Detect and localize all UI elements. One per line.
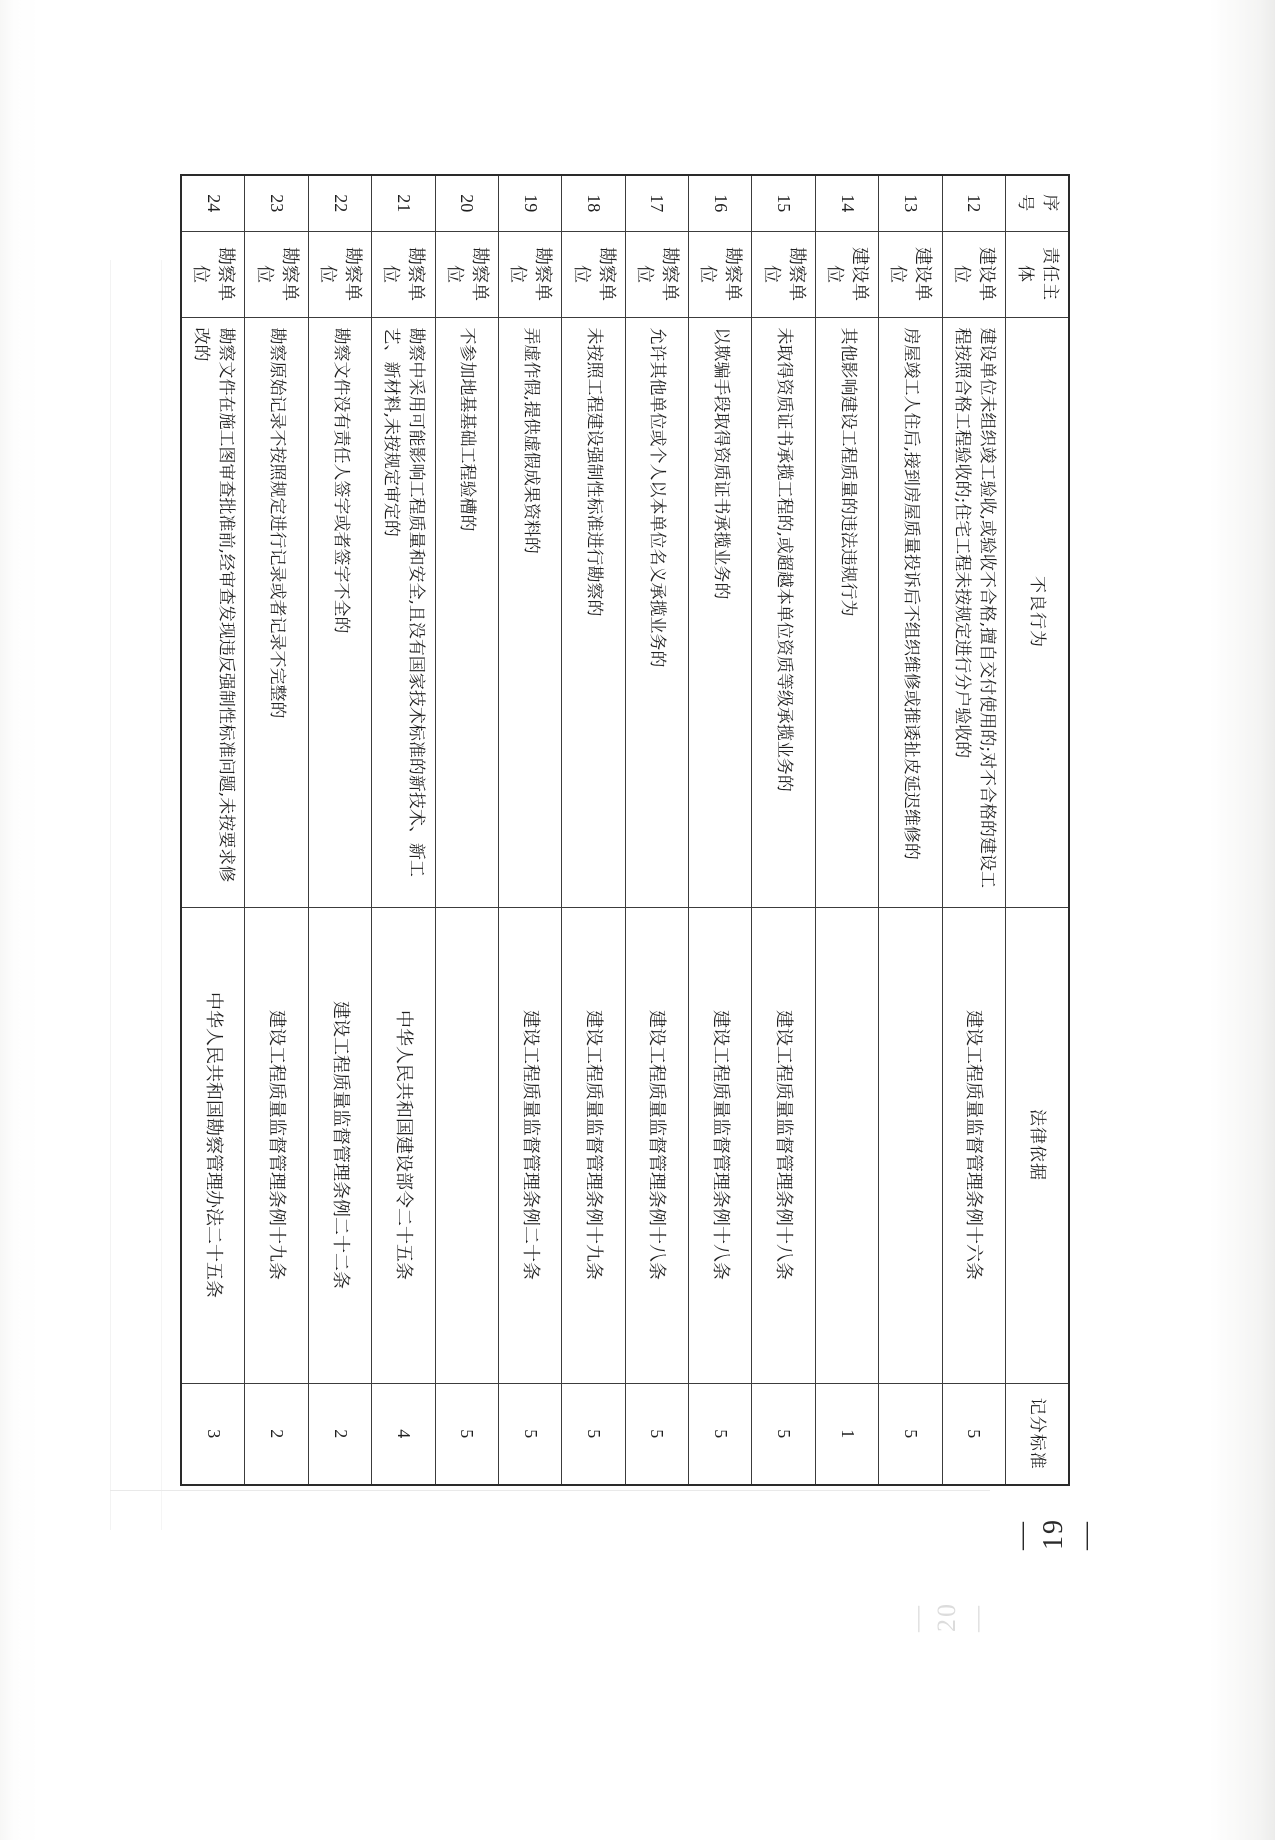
row-behavior: 勘察原始记录不按照规定进行记录或者记录不完整的: [245, 317, 308, 907]
table-row: [562, 175, 625, 1485]
show-through-margin: [110, 260, 162, 1530]
row-no: 21: [372, 175, 435, 231]
row-subject: 勘察单位: [181, 231, 245, 317]
row-no: 24: [181, 175, 245, 231]
row-basis: 中华人民共和国勘察管理办法二十五条: [181, 907, 245, 1383]
show-through-page-number: — 20 —: [902, 1602, 991, 1632]
rotated-table-sheet: [180, 174, 1070, 1484]
row-basis: 建设工程质量监督管理条例十九条: [245, 907, 308, 1383]
row-subject: 建设单位: [879, 231, 942, 317]
row-score: 5: [689, 1383, 752, 1485]
row-score: 5: [499, 1383, 562, 1485]
row-basis: 建设工程质量监督管理条例二十条: [499, 907, 562, 1383]
row-score: 5: [942, 1383, 1005, 1485]
table-row: [245, 175, 308, 1485]
row-score: 1: [815, 1383, 878, 1485]
row-no: 20: [435, 175, 498, 231]
table-row: [372, 175, 435, 1485]
row-subject: 勘察单位: [435, 231, 498, 317]
row-score: 2: [308, 1383, 371, 1485]
header-no: 序号: [1006, 175, 1070, 231]
row-no: 22: [308, 175, 371, 231]
row-behavior: 弄虚作假,提供虚假成果资料的: [499, 317, 562, 907]
row-subject: 勘察单位: [308, 231, 371, 317]
row-behavior: 建设单位未组织竣工验收,或验收不合格,擅自交付使用的;对不合格的建设工程按照合格工程验收的;住宅工程未按规定进行分户验收的: [942, 317, 1005, 907]
row-no: 16: [689, 175, 752, 231]
row-no: 12: [942, 175, 1005, 231]
header-basis: 法律依据: [1006, 907, 1070, 1383]
row-subject: 勘察单位: [625, 231, 688, 317]
row-no: 15: [752, 175, 815, 231]
row-no: 23: [245, 175, 308, 231]
row-behavior: 允许其他单位或个人以本单位名义承揽业务的: [625, 317, 688, 907]
row-basis: 建设工程质量监督管理条例二十二条: [308, 907, 371, 1383]
table-row: [752, 175, 815, 1485]
table-row: [815, 175, 878, 1485]
row-basis: 建设工程质量监督管理条例十六条: [942, 907, 1005, 1383]
row-subject: 建设单位: [942, 231, 1005, 317]
table-row: [308, 175, 371, 1485]
page-number: — 19 —: [1006, 1518, 1101, 1550]
table-header-row: [1006, 175, 1070, 1485]
bad-behavior-score-table: [180, 174, 1070, 1486]
row-basis: 建设工程质量监督管理条例十八条: [689, 907, 752, 1383]
header-subject: 责任主体: [1006, 231, 1070, 317]
row-subject: 勘察单位: [752, 231, 815, 317]
row-behavior: 以欺骗手段取得资质证书承揽业务的: [689, 317, 752, 907]
row-basis: 建设工程质量监督管理条例十八条: [752, 907, 815, 1383]
row-score: 2: [245, 1383, 308, 1485]
row-basis: 建设工程质量监督管理条例十八条: [625, 907, 688, 1383]
row-score: 5: [752, 1383, 815, 1485]
header-behavior: 不良行为: [1006, 317, 1070, 907]
row-subject: 勘察单位: [689, 231, 752, 317]
row-no: 19: [499, 175, 562, 231]
table-row: [689, 175, 752, 1485]
row-behavior: 勘察中采用可能影响工程质量和安全,且没有国家技术标准的新技术、新工艺、新材料,未按规定审定的: [372, 317, 435, 907]
row-score: 3: [181, 1383, 245, 1485]
row-subject: 勘察单位: [562, 231, 625, 317]
table-row: [625, 175, 688, 1485]
row-score: 5: [562, 1383, 625, 1485]
row-subject: 建设单位: [815, 231, 878, 317]
row-no: 14: [815, 175, 878, 231]
table-row: [942, 175, 1005, 1485]
row-score: 5: [879, 1383, 942, 1485]
row-no: 17: [625, 175, 688, 231]
row-subject: 勘察单位: [372, 231, 435, 317]
row-basis: 建设工程质量监督管理条例十九条: [562, 907, 625, 1383]
row-basis: [435, 907, 498, 1383]
row-score: 5: [625, 1383, 688, 1485]
table-row: [879, 175, 942, 1485]
row-no: 18: [562, 175, 625, 231]
row-score: 5: [435, 1383, 498, 1485]
row-basis: 中华人民共和国建设部令二十五条: [372, 907, 435, 1383]
table-row: [181, 175, 245, 1485]
row-basis: [879, 907, 942, 1383]
row-score: 4: [372, 1383, 435, 1485]
row-behavior: 勘察文件没有责任人签字或者签字不全的: [308, 317, 371, 907]
table-row: [435, 175, 498, 1485]
row-behavior: 未取得资质证书承揽工程的,或超越本单位资质等级承揽业务的: [752, 317, 815, 907]
show-through-line: [110, 1490, 990, 1491]
row-subject: 勘察单位: [245, 231, 308, 317]
row-behavior: 未按照工程建设强制性标准进行勘察的: [562, 317, 625, 907]
row-no: 13: [879, 175, 942, 231]
row-behavior: 其他影响建设工程质量的违法违规行为: [815, 317, 878, 907]
row-behavior: 不参加地基基础工程验槽的: [435, 317, 498, 907]
row-basis: [815, 907, 878, 1383]
row-behavior: 房屋竣工人住后,接到房屋质量投诉后不组织维修或推诿扯皮延迟维修的: [879, 317, 942, 907]
header-score: 记分标准: [1006, 1383, 1070, 1485]
row-behavior: 勘察文件在施工图审查批准前,经审查发现违反强制性标准问题,未按要求修改的: [181, 317, 245, 907]
row-subject: 勘察单位: [499, 231, 562, 317]
table-row: [499, 175, 562, 1485]
